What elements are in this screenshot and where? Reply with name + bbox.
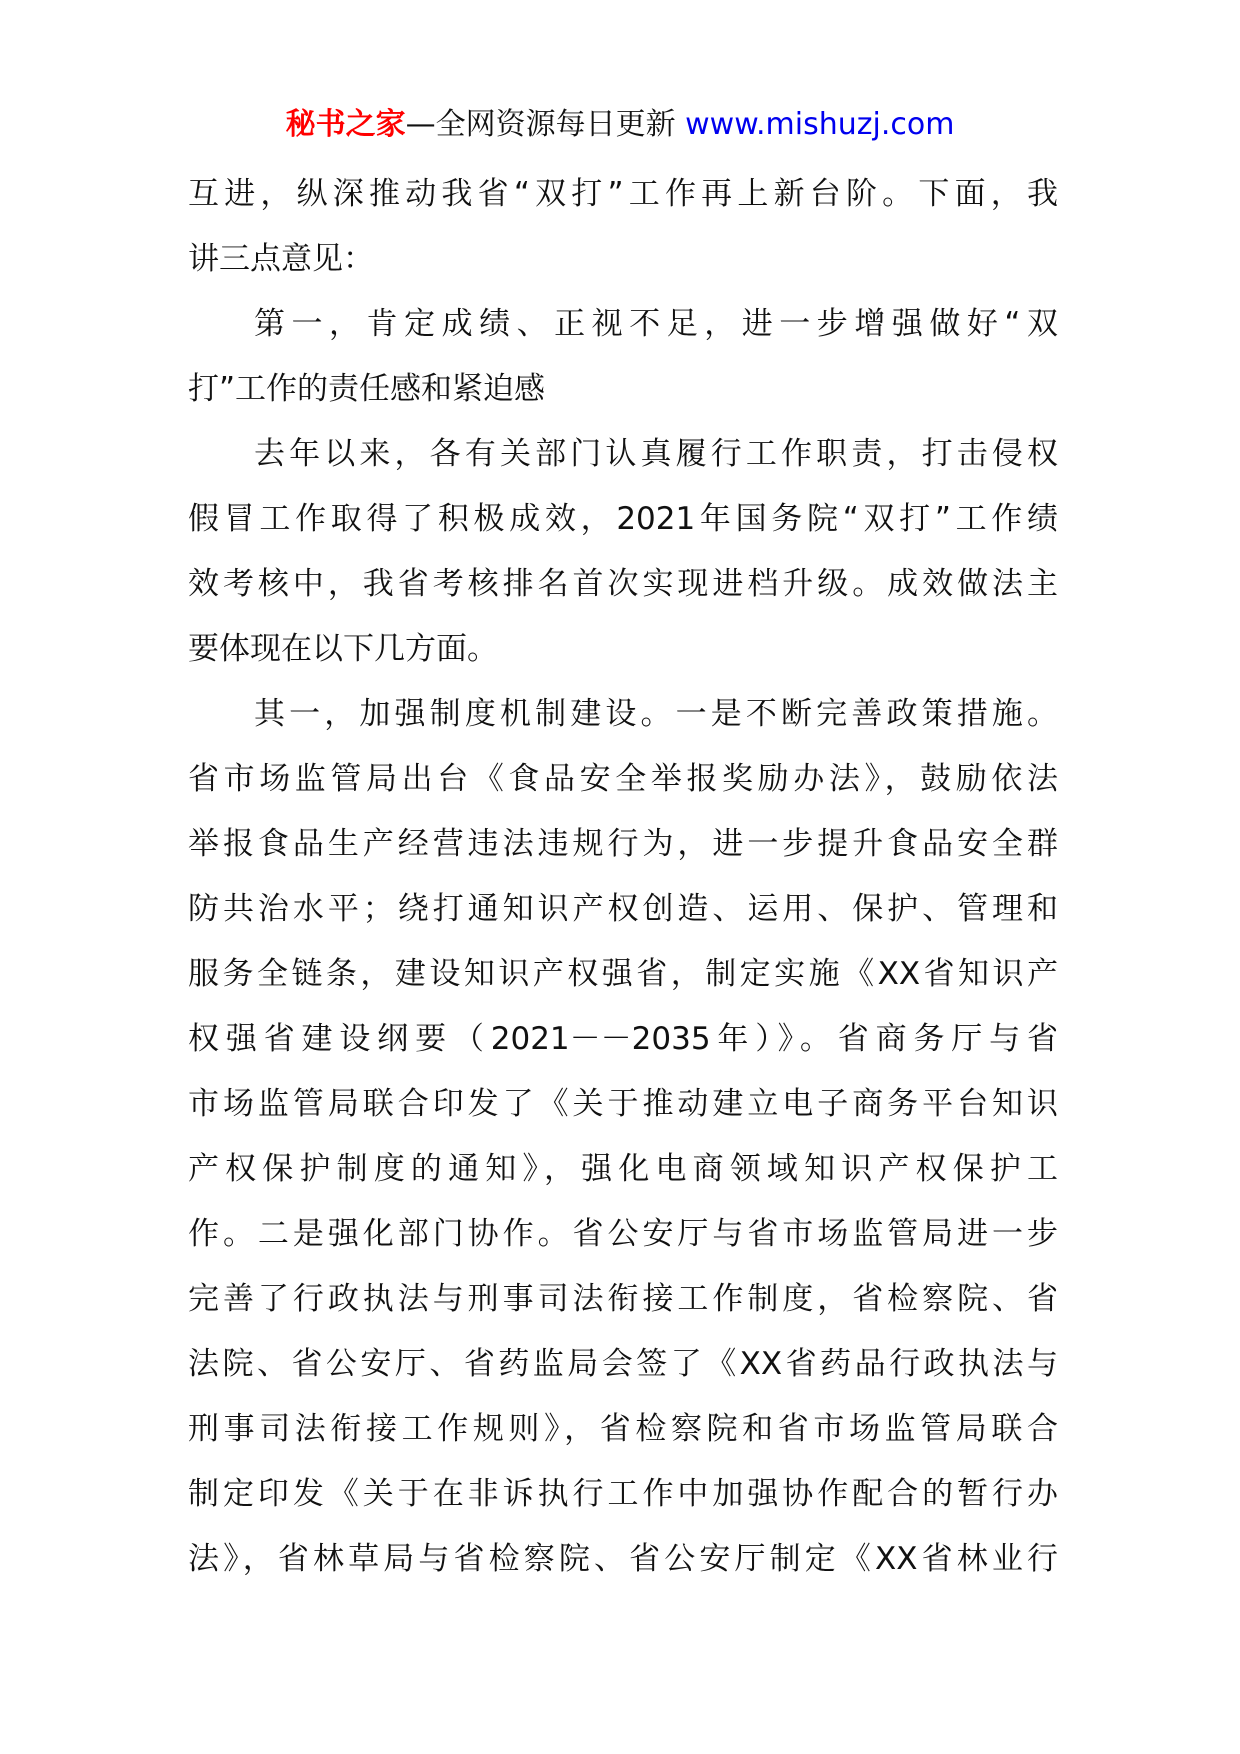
text-line: 制定印发《关于在非诉执行工作中加强协作配合的暂行办 [188, 1476, 1058, 1512]
text-line: 讲三点意见： [188, 241, 374, 277]
text-line: 法院、省公安厅、省药监局会签了《XX省药品行政执法与 [188, 1346, 1058, 1382]
text-line: 刑事司法衔接工作规则》，省检察院和省市场监管局联合 [188, 1411, 1058, 1447]
text-line: 举报食品生产经营违法违规行为，进一步提升食品安全群 [188, 826, 1058, 862]
text-line: 产权保护制度的通知》，强化电商领域知识产权保护工 [188, 1151, 1058, 1187]
text-line: 防共治水平；绕打通知识产权创造、运用、保护、管理和 [188, 891, 1058, 927]
section-heading-line: 打”工作的责任感和紧迫感 [188, 371, 546, 407]
text-line: 服务全链条，建设知识产权强省，制定实施《XX省知识产 [188, 956, 1058, 992]
site-url-link[interactable]: www.mishuzj.com [685, 107, 955, 142]
text-line: 权强省建设纲要（2021－－2035年）》。省商务厅与省 [188, 1021, 1058, 1057]
text-line: 其一，加强制度机制建设。一是不断完善政策措施。 [254, 696, 1058, 732]
text-line: 完善了行政执法与刑事司法衔接工作制度，省检察院、省 [188, 1281, 1058, 1317]
text-line: 互进，纵深推动我省“双打”工作再上新台阶。下面，我 [188, 176, 1058, 212]
text-line: 去年以来，各有关部门认真履行工作职责，打击侵权 [254, 436, 1058, 472]
site-brand: 秘书之家 [285, 107, 406, 142]
site-tagline: —全网资源每日更新 [405, 107, 676, 142]
text-line: 要体现在以下几方面。 [188, 631, 498, 667]
text-line: 效考核中，我省考核排名首次实现进档升级。成效做法主 [188, 566, 1058, 602]
site-header [0, 100, 1240, 150]
text-line: 假冒工作取得了积极成效，2021年国务院“双打”工作绩 [188, 501, 1058, 537]
text-line: 作。二是强化部门协作。省公安厅与省市场监管局进一步 [188, 1216, 1058, 1252]
text-line: 市场监管局联合印发了《关于推动建立电子商务平台知识 [188, 1086, 1058, 1122]
document-body [188, 162, 1058, 1592]
section-heading-line: 第一，肯定成绩、正视不足，进一步增强做好“双 [254, 306, 1058, 342]
text-line: 省市场监管局出台《食品安全举报奖励办法》，鼓励依法 [188, 761, 1058, 797]
text-line: 法》，省林草局与省检察院、省公安厅制定《XX省林业行 [188, 1541, 1058, 1577]
